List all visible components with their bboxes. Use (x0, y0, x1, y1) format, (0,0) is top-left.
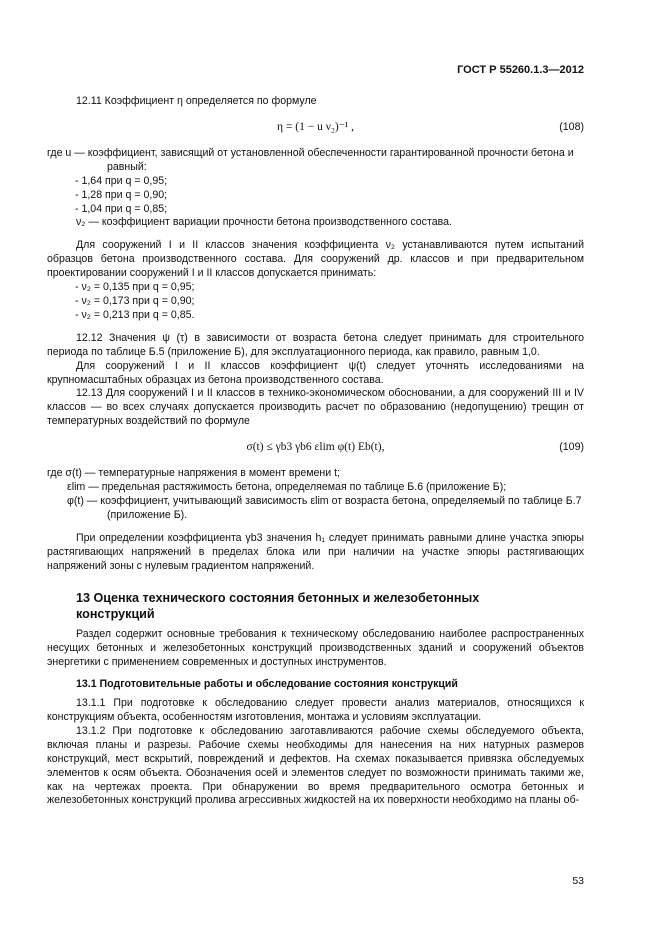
subsection-13-1-heading: 13.1 Подготовительные работы и обследование состояния конструкций (76, 678, 458, 691)
definition-sigma-text: где σ(t) — температурные напряжения в момент времени t; (47, 467, 341, 480)
formula-108 (47, 121, 584, 137)
clause-13-1-2: 13.1.2 При подготовке к обследованию заготавливаются рабочие схемы обследуемого объекта, включая планы и разрезы. Рабочие схемы необходимы для нанесения на них натурных размеров конструкций, мест вскрытий, повреждений и дефектов. На схемах показывается привязка обследуемых элементов к осям объекта. Обозначения осей и элементов следует по возможности принимать такими же, как на чертежах проекта. При обнаружении во время предварительного осмотра бетонных и железобетонных конструкций пролива агрессивных жидкостей на их поверхности необходимо на планы об- (47, 724, 584, 807)
list-item: - ν₂ = 0,135 при q = 0,95; (75, 281, 195, 294)
clause-12-12-p1: 12.12 Значения ψ (τ) в зависимости от возраста бетона следует принимать для строительного периода по таблице Б.5 (приложение Б), для эксплуатационного периода, как правило, равным 1,0. (47, 331, 584, 358)
clause-12-11-intro: 12.11 Коэффициент η определяется по формуле (76, 95, 317, 107)
list-item: - 1,28 при q = 0,90; (75, 188, 168, 201)
list-item: - 1,04 при q = 0,85; (75, 202, 168, 215)
v2-values-list (47, 281, 584, 323)
formula-109 (47, 441, 584, 457)
definition-eps-lim (47, 481, 584, 495)
document-code-header: ГОСТ Р 55260.1.3—2012 (457, 64, 584, 76)
formula-109-number: (109) (559, 441, 584, 454)
list-item: - ν₂ = 0,173 при q = 0,90; (75, 294, 195, 307)
clause-12-13-p1: 12.13 Для сооружений I и II классов в технико-экономическом обосновании, а для сооружений III и IV классов — во всех случаях допускается производить расчет по образованию (недопущению) трещин от температурных воздействий по формуле (47, 387, 584, 428)
paragraph-v2-values: Для сооружений I и II классов значения коэффициента ν₂ устанавливаются путем испытаний образцов бетона производственного состава. Для сооружений др. классов и при предварительном проектировании сооружений I и II классов допускается принимать: (47, 239, 584, 280)
definition-phi-text: φ(t) — коэффициент, учитывающий зависимость εlim от возраста бетона, определяемый по таблице Б.7 (приложение Б). (67, 494, 582, 521)
clause-12-12-p2: Для сооружений I и II классов коэффициент ψ(t) следует уточнять исследованиями на крупномасштабных образцах из бетона производственного состава. (47, 359, 584, 386)
definition-sigma (47, 467, 584, 481)
definition-u (47, 147, 584, 175)
definition-v2: ν₂ — коэффициент вариации прочности бетона производственного состава. (76, 216, 452, 229)
definition-u-text: где u — коэффициент, зависящий от установленной обеспеченности гарантированной прочности бетона и равный: (47, 146, 574, 173)
section-13-intro: Раздел содержит основные требования к техническому обследованию наиболее распространенных несущих бетонных и железобетонных конструкций производственных зданий и сооружений объектов энергетики с применением современных и доступных инструментов. (47, 628, 584, 669)
formula-108-number: (108) (559, 120, 584, 133)
list-item: - ν₂ = 0,213 при q = 0,85. (75, 308, 195, 321)
clause-13-1-1: 13.1.1 При подготовке к обследованию следует провести анализ материалов, относящихся к конструкциям объекта, особенностям изготовления, монтажа и условиям эксплуатации. (47, 697, 584, 723)
definition-eps-lim-text: εlim — предельная растяжимость бетона, определяемая по таблице Б.6 (приложение Б); (67, 481, 507, 494)
formula-108-expression: η = (1 − u ν₂)⁻¹ , (277, 120, 354, 133)
page-content (47, 95, 584, 808)
clause-12-13-p2: При определении коэффициента γb3 значения h₁ следует принимать равными длине участка эпюры растягивающих напряжений в пределах блока или при наличии на участке эпюры растягивающих напряжений зоны с нулевым градиентом напряжений. (47, 531, 584, 572)
definition-phi (47, 495, 584, 523)
section-13-title-line2: конструкций (76, 606, 155, 621)
list-item: - 1,64 при q = 0,95; (75, 174, 168, 187)
formula-109-expression: σ(t) ≤ γb3 γb6 εlim φ(t) Eb(t), (246, 441, 385, 454)
u-values-list (47, 175, 584, 217)
page-number: 53 (572, 875, 584, 887)
section-13-heading (47, 591, 584, 622)
section-13-title-line1: 13 Оценка технического состояния бетонных и железобетонных (76, 591, 480, 606)
